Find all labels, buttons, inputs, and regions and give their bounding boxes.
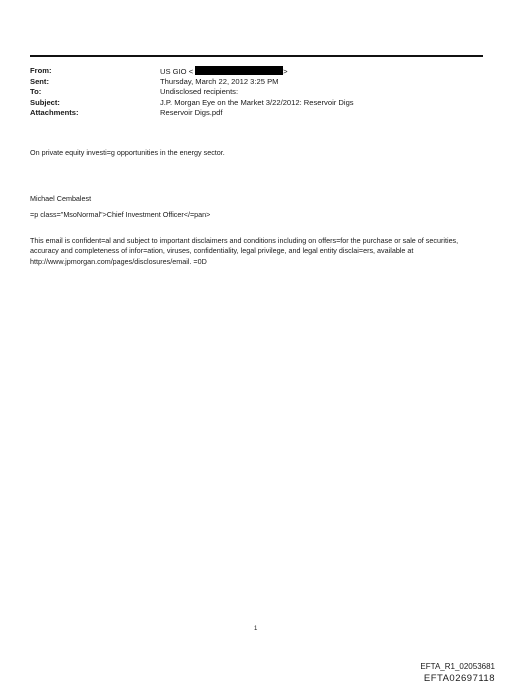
header-divider (30, 55, 483, 57)
email-header (30, 66, 490, 118)
signature-name: Michael Cembalest (30, 194, 92, 203)
from-label: From: (30, 66, 52, 75)
to-row (30, 87, 490, 97)
subject-row (30, 98, 490, 108)
redaction-box (195, 66, 283, 75)
page-number: 1 (254, 626, 258, 632)
body-intro: On private equity investi=g opportunities in the energy sector. (30, 148, 225, 157)
attachment-link[interactable]: Reservoir Digs.pdf (160, 107, 223, 117)
subject-value: J.P. Morgan Eye on the Market 3/22/2012: Reservoir Digs (160, 97, 354, 107)
from-value (160, 66, 490, 77)
attachments-label: Attachments: (30, 107, 79, 117)
to-label: To: (30, 87, 42, 97)
from-row (30, 66, 490, 77)
sent-value: Thursday, March 22, 2012 3:25 PM (160, 77, 279, 87)
document-id-secondary: EFTA02697118 (423, 673, 495, 684)
attachments-row (30, 108, 490, 118)
sent-label: Sent: (30, 77, 49, 87)
signature-title: =p class="MsoNormal">Chief Investment Officer</=pan> (30, 210, 211, 219)
to-value: Undisclosed recipients: (160, 87, 239, 97)
disclaimer-text: This email is confident=al and subject to important disclaimers and conditions including on offers=for the purchase or sale of securities, accuracy and completeness of infor=ation, viruses, confidentiality, legal privilege, and legal entity disclai=ers, available at http://www.jpmorgan.com/pages/disclosures/email. =0D (30, 236, 459, 266)
document-id-primary: EFTA_R1_02053681 (420, 662, 495, 671)
from-sender: US GIO < (160, 67, 194, 76)
sent-row (30, 77, 490, 87)
from-suffix: > (283, 67, 288, 76)
subject-label: Subject: (30, 97, 60, 107)
